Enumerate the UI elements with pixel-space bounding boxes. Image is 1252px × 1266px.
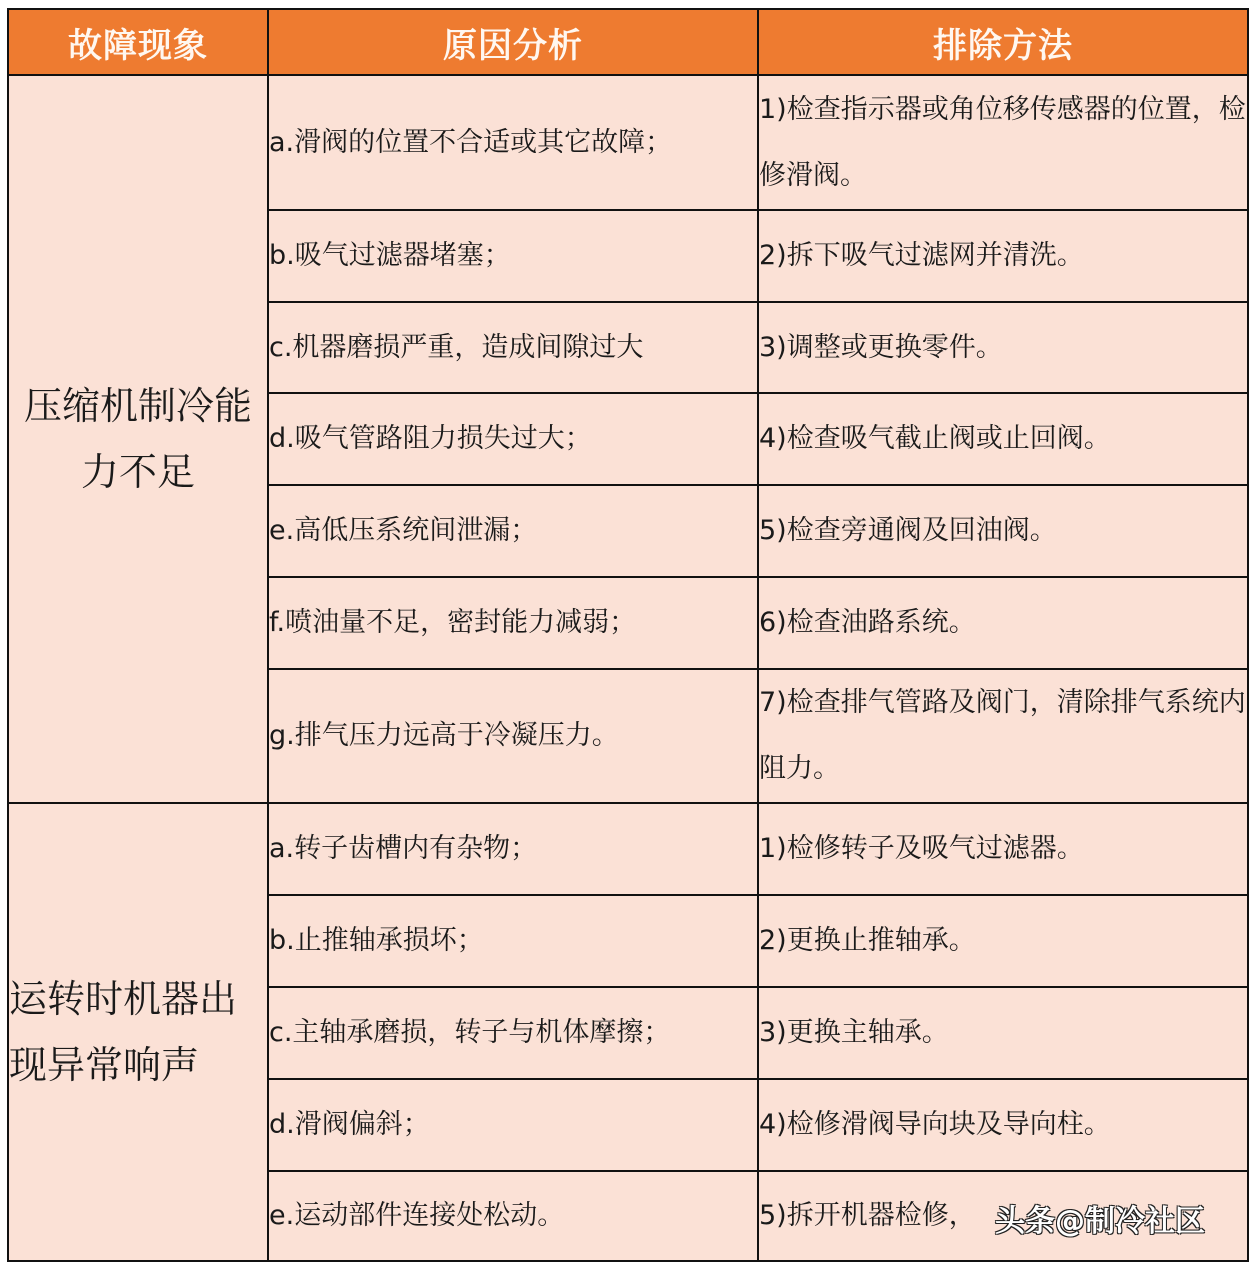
remedy-cell: 2)拆下吸气过滤网并清洗。 [758, 210, 1248, 302]
header-row [8, 9, 1248, 75]
cause-cell: c.主轴承磨损，转子与机体摩擦； [268, 987, 758, 1079]
cause-cell: e.运动部件连接处松动。 [268, 1171, 758, 1261]
cause-cell: c.机器磨损严重，造成间隙过大 [268, 302, 758, 393]
remedy-cell: 6)检查油路系统。 [758, 577, 1248, 669]
cause-cell: b.止推轴承损坏； [268, 895, 758, 987]
remedy-cell: 1)检查指示器或角位移传感器的位置，检修滑阀。 [758, 75, 1248, 210]
symptom-cell: 运转时机器出现异常响声 [8, 803, 268, 1261]
cause-cell: d.滑阀偏斜； [268, 1079, 758, 1171]
header-symptom: 故障现象 [8, 9, 268, 75]
remedy-cell: 2)更换止推轴承。 [758, 895, 1248, 987]
cause-cell: b.吸气过滤器堵塞； [268, 210, 758, 302]
remedy-cell: 7)检查排气管路及阀门，清除排气系统内阻力。 [758, 669, 1248, 803]
remedy-cell: 4)检查吸气截止阀或止回阀。 [758, 393, 1248, 485]
cause-cell: g.排气压力远高于冷凝压力。 [268, 669, 758, 803]
cause-cell: a.转子齿槽内有杂物； [268, 803, 758, 895]
fault-troubleshooting-table [7, 8, 1249, 1262]
remedy-cell: 5)拆开机器检修， [758, 1171, 1248, 1261]
header-cause: 原因分析 [268, 9, 758, 75]
symptom-cell: 压缩机制冷能力不足 [8, 75, 268, 803]
remedy-cell: 3)调整或更换零件。 [758, 302, 1248, 393]
table-row [8, 803, 1248, 895]
remedy-cell: 3)更换主轴承。 [758, 987, 1248, 1079]
cause-cell: a.滑阀的位置不合适或其它故障； [268, 75, 758, 210]
header-remedy: 排除方法 [758, 9, 1248, 75]
cause-cell: e.高低压系统间泄漏； [268, 485, 758, 577]
remedy-cell: 1)检修转子及吸气过滤器。 [758, 803, 1248, 895]
remedy-cell: 4)检修滑阀导向块及导向柱。 [758, 1079, 1248, 1171]
cause-cell: f.喷油量不足，密封能力减弱； [268, 577, 758, 669]
cause-cell: d.吸气管路阻力损失过大； [268, 393, 758, 485]
watermark: 头条@制冷社区 [995, 1204, 1205, 1239]
remedy-cell: 5)检查旁通阀及回油阀。 [758, 485, 1248, 577]
table-row [8, 75, 1248, 210]
